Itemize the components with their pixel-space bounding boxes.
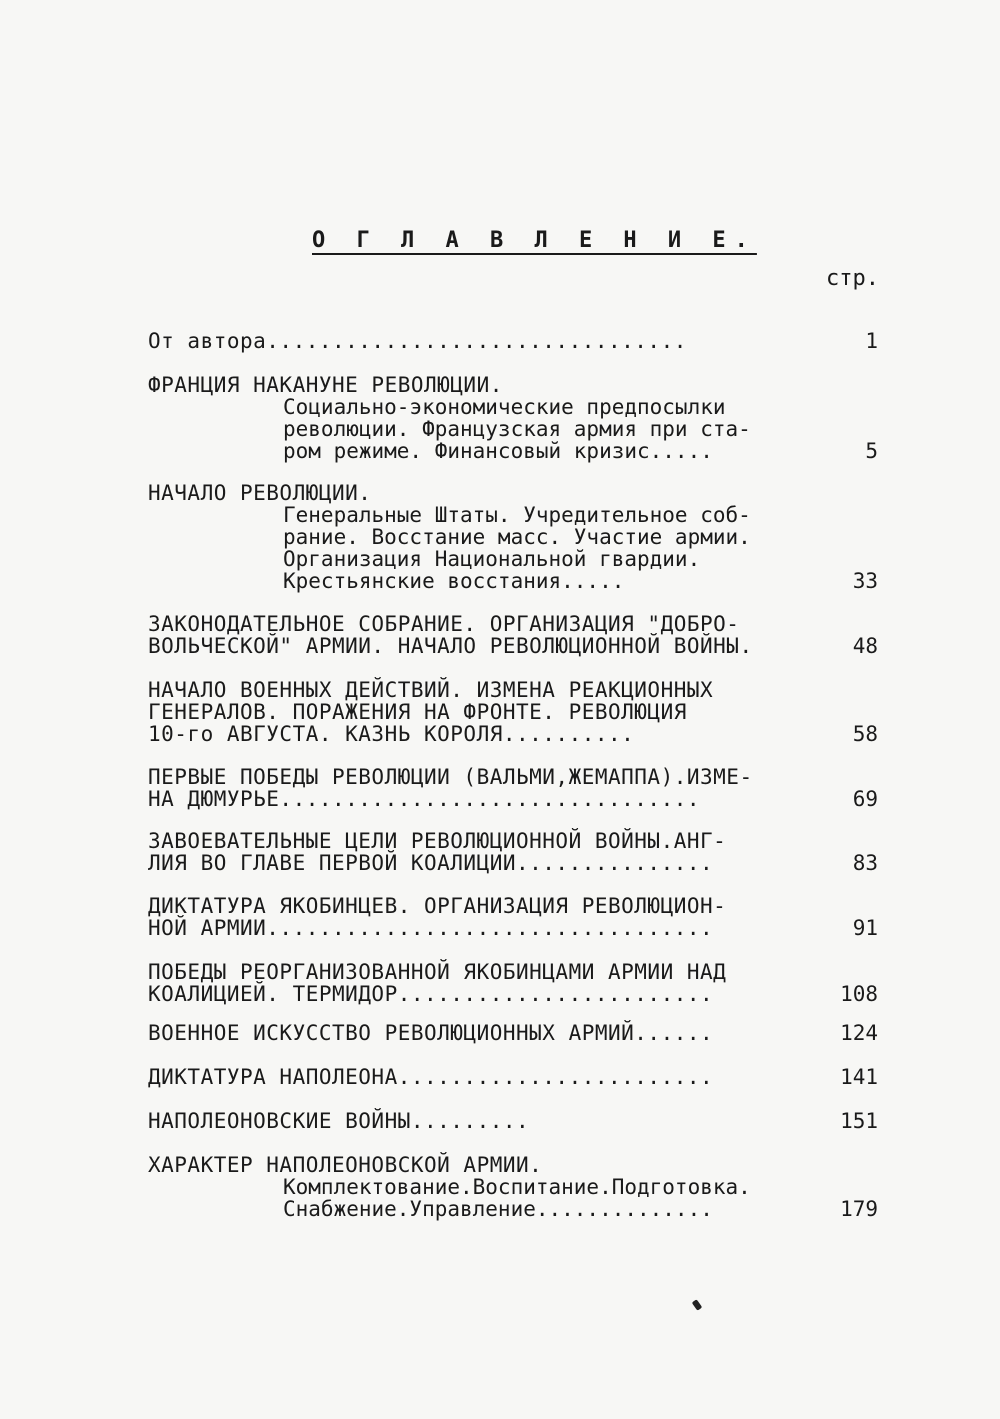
- toc-entry-page-number: 83: [852, 851, 878, 875]
- toc-entry-subtopic-line: революции. Французская армия при ста-: [283, 417, 751, 441]
- toc-entry-heading-line: НАПОЛЕОНОВСКИЕ ВОЙНЫ.........: [148, 1109, 530, 1133]
- toc-entry-heading-line: НАЧАЛО ВОЕННЫХ ДЕЙСТВИЙ. ИЗМЕНА РЕАКЦИОННЫХ: [148, 678, 714, 702]
- toc-entry: [148, 330, 878, 352]
- toc-entry: [148, 374, 878, 462]
- toc-entry-heading-line: ЗАВОЕВАТЕЛЬНЫЕ ЦЕЛИ РЕВОЛЮЦИОННОЙ ВОЙНЫ.АНГ-: [148, 829, 727, 853]
- toc-entry: [148, 830, 878, 874]
- toc-entry-subtopic-line: Организация Национальной гвардии.: [283, 547, 701, 571]
- toc-entry-page-number: 1: [865, 329, 878, 353]
- toc-entry-heading-line: 10-го АВГУСТА. КАЗНЬ КОРОЛЯ..........: [148, 722, 635, 746]
- toc-entry-page-number: 124: [840, 1021, 878, 1045]
- toc-entry-heading-line: ДИКТАТУРА ЯКОБИНЦЕВ. ОРГАНИЗАЦИЯ РЕВОЛЮЦИОН-: [148, 894, 727, 918]
- toc-entry-subtopic-line: Социально-экономические предпосылки: [283, 395, 726, 419]
- toc-entry-page-number: 33: [852, 569, 878, 593]
- toc-entry-subtopic-line: ром режиме. Финансовый кризис.....: [283, 439, 713, 463]
- toc-entry-page-number: 141: [840, 1065, 878, 1089]
- toc-entry-page-number: 91: [852, 916, 878, 940]
- ink-mark: [692, 1299, 703, 1311]
- toc-entry-page-number: 48: [852, 634, 878, 658]
- toc-entry: [148, 1022, 878, 1044]
- toc-entry-heading-line: НАЧАЛО РЕВОЛЮЦИИ.: [148, 481, 372, 505]
- toc-entry: [148, 766, 878, 810]
- toc-entry-heading-line: ПЕРВЫЕ ПОБЕДЫ РЕВОЛЮЦИИ (ВАЛЬМИ,ЖЕМАППА).ИЗМЕ-: [148, 765, 753, 789]
- toc-entry: [148, 1110, 878, 1132]
- toc-entry: [148, 1066, 878, 1088]
- toc-entry-page-number: 5: [865, 439, 878, 463]
- toc-entry-heading-line: От автора................................: [148, 329, 687, 353]
- toc-entry: [148, 1154, 878, 1220]
- toc-entry: [148, 613, 878, 657]
- toc-entry: [148, 679, 878, 745]
- toc-entry-subtopic-line: Генеральные Штаты. Учредительное соб-: [283, 503, 751, 527]
- toc-entry-heading-line: ЗАКОНОДАТЕЛЬНОЕ СОБРАНИЕ. ОРГАНИЗАЦИЯ "ДОБРО-: [148, 612, 740, 636]
- toc-entry-page-number: 69: [852, 787, 878, 811]
- toc-entry-heading-line: ПОБЕДЫ РЕОРГАНИЗОВАННОЙ ЯКОБИНЦАМИ АРМИИ НАД: [148, 960, 727, 984]
- toc-entry-page-number: 151: [840, 1109, 878, 1133]
- toc-entry: [148, 482, 878, 592]
- toc-entry-subtopic-line: Крестьянские восстания.....: [283, 569, 625, 593]
- toc-entry-heading-line: НА ДЮМУРЬЕ................................: [148, 787, 701, 811]
- toc-entry-heading-line: ВОЕННОЕ ИСКУССТВО РЕВОЛЮЦИОННЫХ АРМИЙ......: [148, 1021, 714, 1045]
- toc-entry-heading-line: ЛИЯ ВО ГЛАВЕ ПЕРВОЙ КОАЛИЦИИ...............: [148, 851, 714, 875]
- toc-entry-subtopic-line: Комплектование.Воспитание.Подготовка.: [283, 1175, 751, 1199]
- toc-entry-heading-line: КОАЛИЦИЕЙ. ТЕРМИДОР........................: [148, 982, 714, 1006]
- toc-entry-subtopic-line: Снабжение.Управление..............: [283, 1197, 713, 1221]
- page-title: О Г Л А В Л Е Н И Е.: [312, 228, 757, 253]
- toc-entry-page-number: 108: [840, 982, 878, 1006]
- toc-entry: [148, 961, 878, 1005]
- toc-entry-heading-line: ДИКТАТУРА НАПОЛЕОНА........................: [148, 1065, 714, 1089]
- toc-entry-heading-line: ФРАНЦИЯ НАКАНУНЕ РЕВОЛЮЦИИ.: [148, 373, 503, 397]
- toc-entry-heading-line: ГЕНЕРАЛОВ. ПОРАЖЕНИЯ НА ФРОНТЕ. РЕВОЛЮЦИЯ: [148, 700, 687, 724]
- toc-entry-page-number: 179: [840, 1197, 878, 1221]
- toc-entry-heading-line: ХАРАКТЕР НАПОЛЕОНОВСКОЙ АРМИИ.: [148, 1153, 543, 1177]
- toc-entry-subtopic-line: рание. Восстание масс. Участие армии.: [283, 525, 751, 549]
- toc-entry-heading-line: ВОЛЬЧЕСКОЙ" АРМИИ. НАЧАЛО РЕВОЛЮЦИОННОЙ ВОЙНЫ.: [148, 634, 753, 658]
- toc-entry-page-number: 58: [852, 722, 878, 746]
- toc-entry: [148, 895, 878, 939]
- page-column-label: стр.: [826, 266, 879, 291]
- toc-entry-heading-line: НОЙ АРМИИ..................................: [148, 916, 714, 940]
